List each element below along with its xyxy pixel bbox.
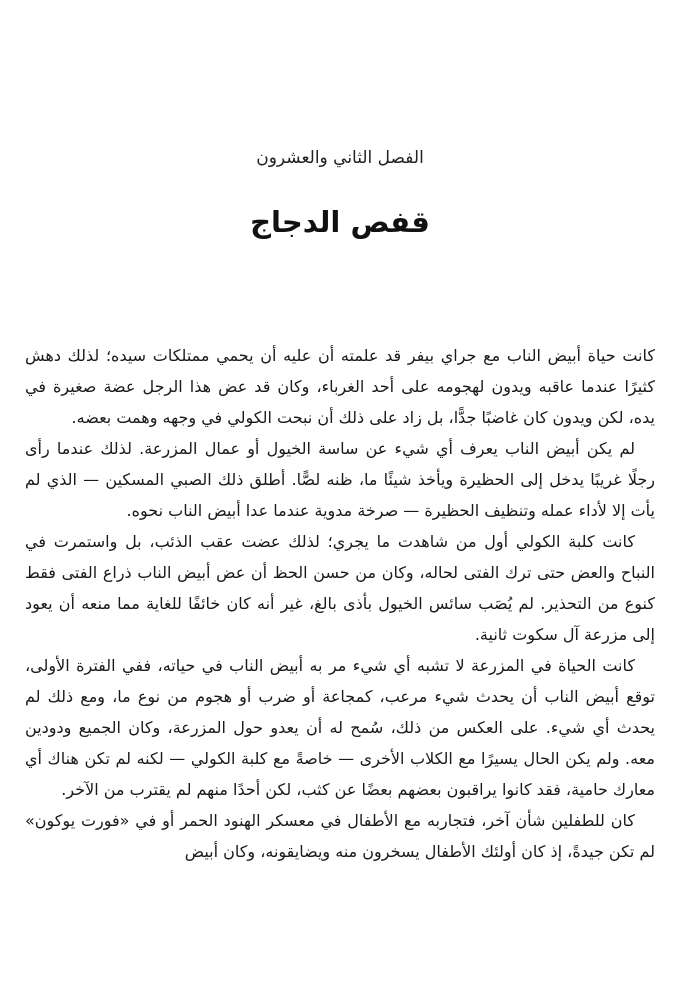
paragraph: كانت حياة أبيض الناب مع جراي بيفر قد علمته أن عليه أن يحمي ممتلكات سيده؛ لذلك دهش كثيرًا عندما عاقبه ويدون لهجومه على أحد الغرباء، وكان قد عض هذا الرجل عضة صغيرة في يده، لكن ويدون كان غاضبًا جدًّا، بل زاد على ذلك أن نبحت الكولي في وجهه وهمت بعضه. [25,346,655,427]
paragraph: كانت كلبة الكولي أول من شاهدت ما يجري؛ لذلك عضت عقب الذئب، بل واستمرت في النباح والعض حتى ترك الفتى لحاله، وكان من حسن الحظ أن عض أبيض الناب ذراع الفتى فقط كنوع من التحذير. لم يُصَب سائس الخيول بأذى بالغ، غير أنه كان خائفًا للغاية مما منعه أن يعود إلى مزرعة آل سكوت ثانية. [25,532,655,644]
paragraph: كان للطفلين شأن آخر، فتجاربه مع الأطفال في معسكر الهنود الحمر أو في «فورت يوكون» لم تكن جيدةً، إذ كان أولئك الأطفال يسخرون منه ويضايقونه، وكان أبيض [25,811,655,861]
chapter-title: قفص الدجاج [250,205,430,239]
paragraph: كانت الحياة في المزرعة لا تشبه أي شيء مر به أبيض الناب في حياته، ففي الفترة الأولى، توقع أبيض الناب أن يحدث شيء مرعب، كمجاعة أو ضرب أو هجوم من نوع ما، ومع ذلك لم يحدث أي شيء. على العكس من ذلك، سُمح له أن يعدو حول المزرعة، وكان الجميع ودودين معه. ولم يكن الحال يسيرًا مع الكلاب الأخرى — خاصةً مع كلبة الكولي — لكنه لم تكن هناك أي معارك حامية، فقد كانوا يراقبون بعضهم بعضًا عن كثب، لكن أحدًا منهم لم يقترب من الآخر. [25,656,655,799]
chapter-body-text [25,340,655,867]
paragraph: لم يكن أبيض الناب يعرف أي شيء عن ساسة الخيول أو عمال المزرعة. لذلك عندما رأى رجلًا غريبًا يدخل إلى الحظيرة ويأخذ شيئًا ما، ظنه لصًّا. أطلق ذلك الصبي المسكين — الذي لم يأت إلا لأداء عمله وتنظيف الحظيرة — صرخة مدوية عندما عدا أبيض الناب نحوه. [25,439,655,520]
chapter-number-label: الفصل الثاني والعشرون [256,148,424,168]
